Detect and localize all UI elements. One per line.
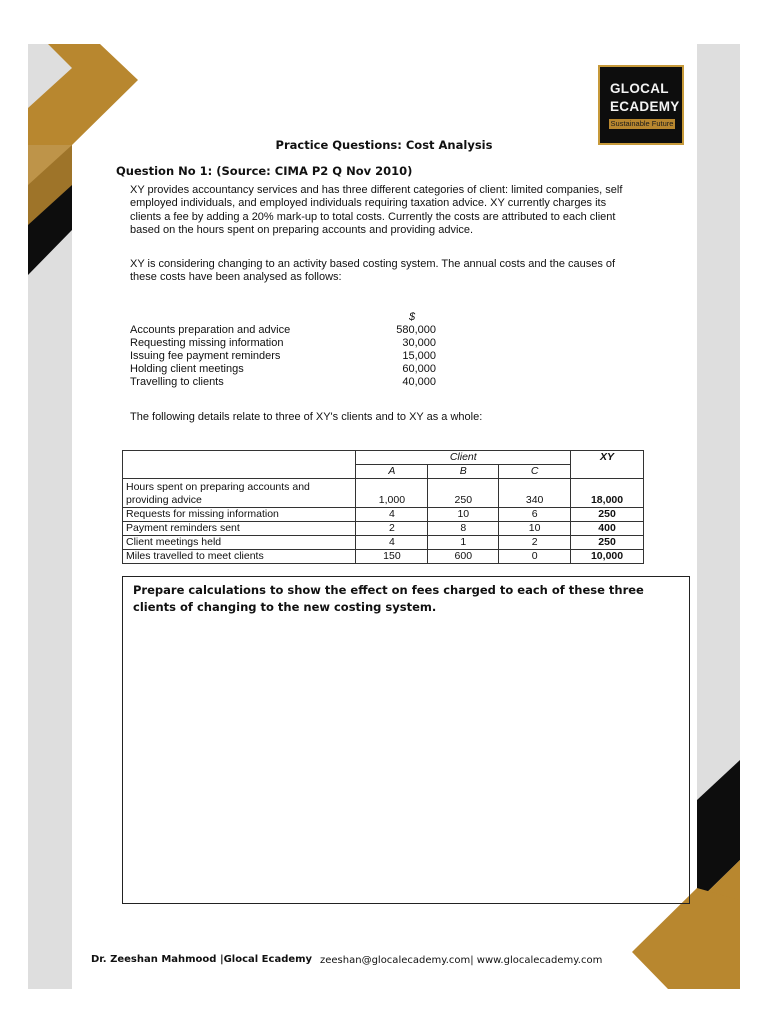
- cell-xy: 250: [571, 536, 644, 550]
- cell-a: 1,000: [356, 479, 428, 508]
- table-subheader-row: [123, 465, 644, 479]
- question-heading: Question No 1: (Source: CIMA P2 Q Nov 2010): [116, 164, 413, 178]
- top-left-gold-chevron: [28, 44, 138, 145]
- cell-a: 4: [356, 508, 428, 522]
- cost-currency-symbol: $: [409, 311, 416, 323]
- client-details-table: [122, 450, 644, 564]
- cell-c: 6: [499, 508, 571, 522]
- cell-a: 2: [356, 522, 428, 536]
- row-label: Payment reminders sent: [123, 522, 356, 536]
- answer-box[interactable]: [122, 576, 690, 904]
- cost-label: Holding client meetings: [130, 363, 244, 375]
- glocal-ecademy-logo: [598, 65, 684, 145]
- row-label: Requests for missing information: [123, 508, 356, 522]
- cell-c: 10: [499, 522, 571, 536]
- table-blank-cell: [123, 465, 356, 479]
- cost-label: Accounts preparation and advice: [130, 324, 291, 336]
- cell-c: 340: [499, 479, 571, 508]
- cost-value: 40,000: [402, 376, 436, 388]
- col-header-b: B: [428, 465, 499, 479]
- client-header: Client: [356, 451, 571, 465]
- cell-c: 0: [499, 550, 571, 564]
- cell-b: 1: [428, 536, 499, 550]
- answer-prompt: Prepare calculations to show the effect on fees charged to each of these three clients of changing to the new costing system.: [133, 583, 644, 614]
- cell-b: 10: [428, 508, 499, 522]
- table-blank-cell: [571, 465, 644, 479]
- cost-label: Travelling to clients: [130, 376, 224, 388]
- cost-value: 580,000: [396, 324, 436, 336]
- table-row: [123, 479, 644, 508]
- cost-row: [130, 350, 436, 363]
- footer-contact: zeeshan@glocalecademy.com| www.glocalecademy.com: [320, 955, 603, 966]
- row-label: Hours spent on preparing accounts and providing advice: [123, 479, 356, 508]
- cost-value: 30,000: [402, 337, 436, 349]
- row-label: Client meetings held: [123, 536, 356, 550]
- cell-c: 2: [499, 536, 571, 550]
- cost-value: 60,000: [402, 363, 436, 375]
- table-row: [123, 522, 644, 536]
- cost-row: [130, 324, 436, 337]
- cell-a: 150: [356, 550, 428, 564]
- cell-xy: 10,000: [571, 550, 644, 564]
- cell-b: 8: [428, 522, 499, 536]
- page-title: Practice Questions: Cost Analysis: [275, 138, 493, 152]
- cost-value: 15,000: [402, 350, 436, 362]
- cost-row: [130, 376, 436, 389]
- col-header-a: A: [356, 465, 428, 479]
- table-row: [123, 550, 644, 564]
- table-header-row: [123, 451, 644, 465]
- cost-row: [130, 337, 436, 350]
- cost-label: Issuing fee payment reminders: [130, 350, 281, 362]
- cell-xy: 250: [571, 508, 644, 522]
- logo-text-line2: ECADEMY: [610, 99, 680, 114]
- cell-xy: 400: [571, 522, 644, 536]
- col-header-c: C: [499, 465, 571, 479]
- logo-text-line1: GLOCAL: [610, 81, 669, 96]
- abc-paragraph: XY is considering changing to an activity based costing system. The annual costs and the causes of these costs have been analysed as follows:: [130, 258, 616, 284]
- footer-author: Dr. Zeeshan Mahmood |Glocal Ecademy: [91, 954, 313, 965]
- row-label: Miles travelled to meet clients: [123, 550, 356, 564]
- table-corner-cell: [123, 451, 356, 465]
- details-intro: The following details relate to three of XY's clients and to XY as a whole:: [130, 411, 483, 423]
- cell-xy: 18,000: [571, 479, 644, 508]
- logo-tagline: Sustainable Future: [610, 119, 674, 128]
- table-row: [123, 508, 644, 522]
- cost-label: Requesting missing information: [130, 337, 284, 349]
- intro-paragraph: XY provides accountancy services and has three different categories of client: limited companies, self employed individuals, and employed individuals requiring taxation advice. XY currently charges its clients a fee by adding a 20% mark-up to total costs. Currently the costs are attributed to each client based on the hours spent on preparing accounts and providing advice.: [130, 184, 623, 236]
- cell-a: 4: [356, 536, 428, 550]
- cost-row: [130, 363, 436, 376]
- cell-b: 250: [428, 479, 499, 508]
- xy-header: XY: [571, 451, 644, 465]
- table-row: [123, 536, 644, 550]
- cell-b: 600: [428, 550, 499, 564]
